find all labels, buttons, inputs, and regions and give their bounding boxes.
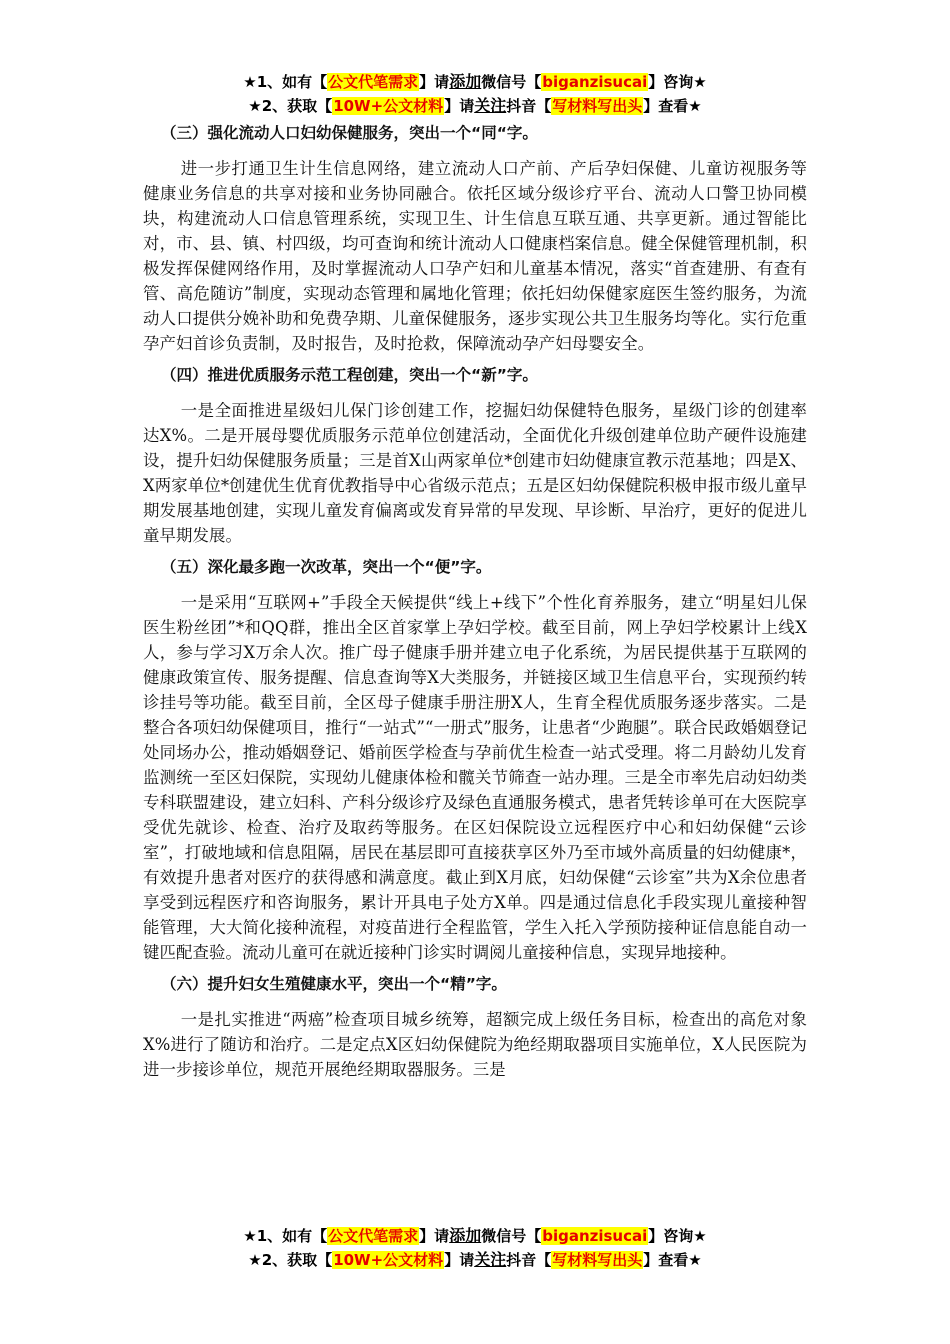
promo-text: 】查看★ <box>643 97 702 115</box>
promo-highlight: 10W+公文材料 <box>333 97 444 115</box>
promo-text: ★1、如有【 <box>243 1227 328 1245</box>
section-paragraph: 一是扎实推进“两癌”检查项目城乡统筹，超额完成上级任务目标，检查出的高危对象X%进行了随访和治疗。二是定点X区妇幼保健院为绝经期取器项目实施单位，X人民医院为进一步接诊单位，规范开展绝经期取器服务。三是 <box>143 1010 807 1079</box>
promo-text: 】请 <box>419 1227 450 1245</box>
promo-text: 微信号【 <box>481 73 542 91</box>
promo-underlined: 关注 <box>474 1250 507 1269</box>
promo-line-2 <box>0 94 950 118</box>
promo-text: 微信号【 <box>481 1227 542 1245</box>
promo-text: 】请 <box>444 1251 475 1269</box>
promo-text: 】咨询★ <box>648 73 707 91</box>
promo-text: 】请 <box>444 97 475 115</box>
promo-text: 抖音【 <box>506 1251 552 1269</box>
promo-highlight: biganzisucai <box>542 1227 648 1245</box>
promo-text: 】查看★ <box>643 1251 702 1269</box>
promo-highlight: 公文代笔需求 <box>328 73 419 91</box>
promo-text: ★2、获取【 <box>248 1251 333 1269</box>
document-body <box>143 122 807 1090</box>
promo-line-2 <box>0 1248 950 1272</box>
section-paragraph: 进一步打通卫生计生信息网络，建立流动人口产前、产后孕妇保健、儿童访视服务等健康业务信息的共享对接和业务协同融合。依托区域分级诊疗平台、流动人口警卫协同模块，构建流动人口信息管理系统，实现卫生、计生信息互联互通、共享更新。通过智能比对，市、县、镇、村四级，均可查询和统计流动人口健康档案信息。健全保健管理机制，积极发挥保健网络作用，及时掌握流动人口孕产妇和儿童基本情况，落实“首查建册、有查有管、高危随访”制度，实现动态管理和属地化管理；依托妇幼保健家庭医生签约服务，为流动人口提供分娩补助和免费孕期、儿童保健服务，逐步实现公共卫生服务均等化。实行危重孕产妇首诊负责制，及时报告，及时抢救，保障流动孕产妇母婴安全。 <box>143 159 807 353</box>
promo-highlight: biganzisucai <box>542 73 648 91</box>
promo-underlined: 关注 <box>474 96 507 115</box>
promo-highlight: 写材料写出头 <box>552 1251 643 1269</box>
promo-line-1 <box>0 70 950 94</box>
promo-highlight: 写材料写出头 <box>552 97 643 115</box>
section-heading: （六）提升妇女生殖健康水平，突出一个“精”字。 <box>161 975 507 993</box>
section-heading: （三）强化流动人口妇幼保健服务，突出一个“同“字。 <box>161 124 538 142</box>
section-paragraph: 一是全面推进星级妇儿保门诊创建工作，挖掘妇幼保健特色服务，星级门诊的创建率达X%。二是开展母婴优质服务示范单位创建活动，全面优化升级创建单位助产硬件设施建设，提升妇幼保健服务质量；三是首X山两家单位*创建市妇幼健康宣教示范基地；四是X、X两家单位*创建优生优育优教指导中心省级示范点；五是区妇幼保健院积极申报市级儿童早期发展基地创建，实现儿童发育偏离或发育异常的早发现、早诊断、早治疗，更好的促进儿童早期发展。 <box>143 401 807 545</box>
promo-underlined: 添加 <box>449 1226 482 1245</box>
promo-text: 】请 <box>419 73 450 91</box>
promo-highlight: 10W+公文材料 <box>333 1251 444 1269</box>
promo-text: 抖音【 <box>506 97 552 115</box>
promo-text: ★1、如有【 <box>243 73 328 91</box>
promo-text: 】咨询★ <box>648 1227 707 1245</box>
section-paragraph: 一是采用“互联网+”手段全天候提供“线上+线下”个性化育养服务，建立“明星妇儿保医生粉丝团”*和QQ群，推出全区首家掌上孕妇学校。截至目前，网上孕妇学校累计上线X人，参与学习X万余人次。推广母子健康手册并建立电子化系统，为居民提供基于互联网的健康政策宣传、服务提醒、信息查询等X大类服务，并链接区域卫生信息平台，实现预约转诊挂号等功能。截至目前，全区母子健康手册注册X人，生育全程优质服务逐步落实。二是整合各项妇幼保健项目，推行“一站式”“一册式”服务，让患者“少跑腿”。联合民政婚姻登记处同场办公，推动婚姻登记、婚前医学检查与孕前优生检查一站式受理。将二月龄幼儿发育监测统一至区妇保院，实现幼儿健康体检和髋关节筛查一站办理。三是全市率先启动妇幼类专科联盟建设，建立妇科、产科分级诊疗及绿色直通服务模式，患者凭转诊单可在大医院享受优先就诊、检查、治疗及取药等服务。在区妇保院设立远程医疗中心和妇幼保健“云诊室”，打破地域和信息阻隔，居民在基层即可直接获享区外乃至市域外高质量的妇幼健康*，有效提升患者对医疗的获得感和满意度。截止到X月底，妇幼保健“云诊室”共为X余位患者享受到远程医疗和咨询服务，累计开具电子处方X单。四是通过信息化手段实现儿童接种智能管理，大大简化接种流程，对疫苗进行全程监管，学生入托入学预防接种证信息能自动一键匹配查验。流动儿童可在就近接种门诊实时调阅儿童接种信息，实现异地接种。 <box>143 593 807 962</box>
promo-line-1 <box>0 1224 950 1248</box>
header-promo-banner <box>0 70 950 118</box>
section-heading: （五）深化最多跑一次改革，突出一个“便”字。 <box>161 558 492 576</box>
promo-underlined: 添加 <box>449 72 482 91</box>
footer-promo-banner <box>0 1224 950 1272</box>
promo-highlight: 公文代笔需求 <box>328 1227 419 1245</box>
section-heading: （四）推进优质服务示范工程创建，突出一个“新”字。 <box>161 366 538 384</box>
promo-text: ★2、获取【 <box>248 97 333 115</box>
